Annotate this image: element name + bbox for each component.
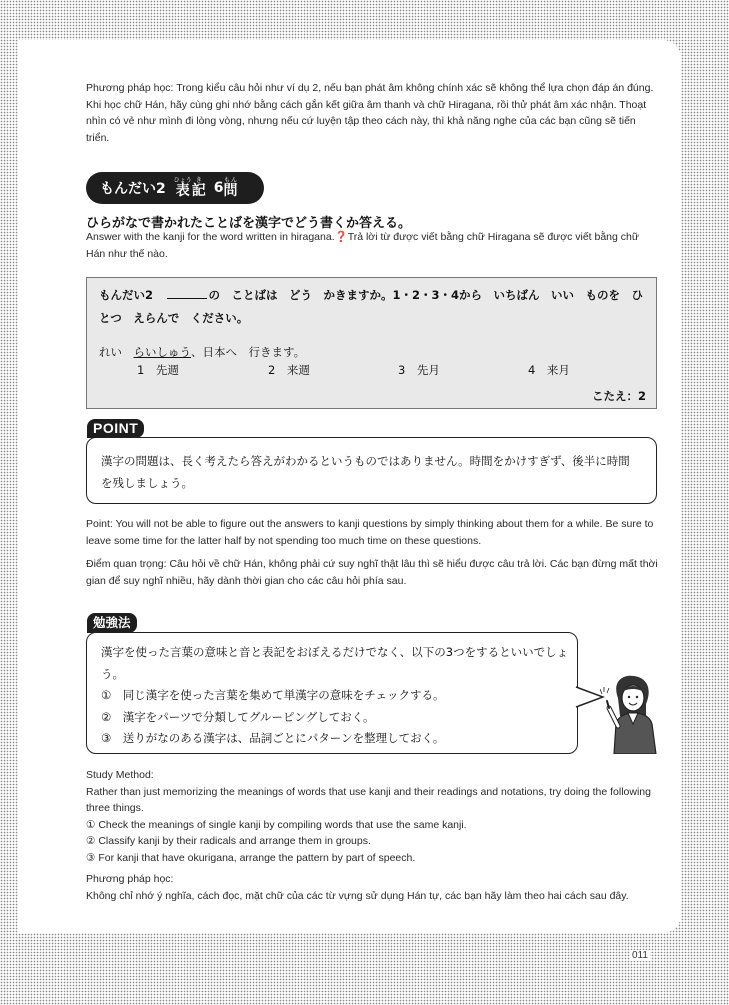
point-text-japanese: 漢字の問題は、長く考えたら答えがわかるというものではありません。時間をかけすぎず、後半に時間を残しましょう。: [101, 454, 630, 490]
study-item-3: ③ 送りがなのある漢字は、品詞ごとにパターンを整理しておく。: [101, 731, 445, 745]
option-3: 3 先月: [398, 363, 440, 377]
page-number: 011: [632, 950, 648, 961]
blank-line: [167, 288, 207, 299]
study-item-1: ① 同じ漢字を使った言葉を集めて単漢字の意味をチェックする。: [101, 688, 445, 702]
point-tag: POINT: [87, 419, 144, 438]
header-count: 6: [213, 180, 224, 196]
study-text-japanese: 漢字を使った言葉の意味と音と表記をおぼえるだけでなく、以下の3つをするといいでしょう。 ① 同じ漢字を使った言葉を集めて単漢字の意味をチェックする。 ② 漢字をパーツで分類してグルーピングしておく。 ③ 送りがなのある漢字は、品詞ごとにパターンを整理しておく。: [101, 642, 571, 750]
point-box: [86, 437, 657, 504]
study-method-tag: 勉強法: [87, 613, 137, 633]
example-answer: こたえ：2: [591, 389, 646, 403]
option-2: 2 来週: [268, 363, 310, 377]
example-box: [86, 277, 657, 409]
example-question: もんだい2 の ことばは どう かきますか。1・2・3・4から いちばん いい ものを ひとつ えらんで ください。: [99, 288, 644, 325]
option-1: 1 先週: [137, 363, 179, 377]
study-method-box: [86, 632, 578, 754]
header-kanji-ki: 記き: [191, 176, 206, 199]
study-item-2: ② 漢字をパーツで分類してグルーピングしておく。: [101, 709, 375, 724]
section-header-badge: [86, 172, 264, 204]
header-mondai: もんだい2: [100, 181, 166, 197]
study-en-item-1: ① Check the meanings of single kanji by compiling words that use the same kanji.: [86, 818, 467, 831]
exercise-title: ひらがなで書かれたことばを漢字でどう書くか答える。: [86, 216, 412, 231]
intro-vietnamese: Phương pháp học: Trong kiểu câu hỏi như ví dụ 2, nếu bạn phát âm không chính xác sẽ không thể lựa chọn đáp án đúng. Khi học chữ Hán, hãy cùng ghi nhớ bằng cách gắn kết giữa âm thanh và chữ Hiragana, rồi thử phát âm xác nhận. Thoạt nhìn có vẻ như mình đi lòng vòng, nhưng nếu cứ luyện tập theo cách này, thì khả năng nghe của các bạn cũng sẽ tiến triển.: [86, 82, 654, 144]
example-sentence: れい らいしゅう、日本へ 行きます。: [99, 345, 306, 359]
study-english: Study Method: Rather than just memorizing the meanings of words that use kanji and their readings and notations, try doing the following three things. ① Check the meanings of single kanji by compiling words that use the same kanji. ② Classify kanji by their radicals and arrange them in groups. ③ For kanji that have okurigana, arrange the pattern by part of speech.: [86, 767, 666, 866]
study-vietnamese: Phương pháp học: Không chỉ nhớ ý nghĩa, cách đọc, mặt chữ của các từ vựng sử dụng Hán tự, các bạn hãy làm theo hai cách sau đây.: [86, 873, 629, 902]
exercise-instructions: Answer with the kanji for the word written in hiragana.❓Trả lời từ được viết bằng chữ Hiragana sẽ được viết bằng chữ Hán như thế nào.: [86, 231, 639, 260]
teacher-illustration: [600, 672, 662, 754]
underlined-word: らいしゅう: [133, 345, 191, 359]
option-4: 4 来月: [528, 363, 570, 377]
header-kanji-mon: 問もん: [223, 176, 238, 199]
point-vietnamese: Điểm quan trọng: Câu hỏi về chữ Hán, không phải cứ suy nghĩ thật lâu thì sẽ hiểu được câu trả lời. Các bạn đừng mất thời gian để suy nghĩ nhiều, hãy dành thời gian cho các câu hỏi phía sau.: [86, 558, 658, 587]
study-en-item-2: ② Classify kanji by their radicals and arrange them in groups.: [86, 835, 371, 847]
study-en-item-3: ③ For kanji that have okurigana, arrange the pattern by part of speech.: [86, 851, 416, 864]
header-kanji-hyo: 表ひょう: [173, 176, 192, 199]
point-english: Point: You will not be able to figure out the answers to kanji questions by simply thinking about them for a while. Be sure to leave some time for the latter half by not spending too much time on these questions.: [86, 518, 654, 547]
